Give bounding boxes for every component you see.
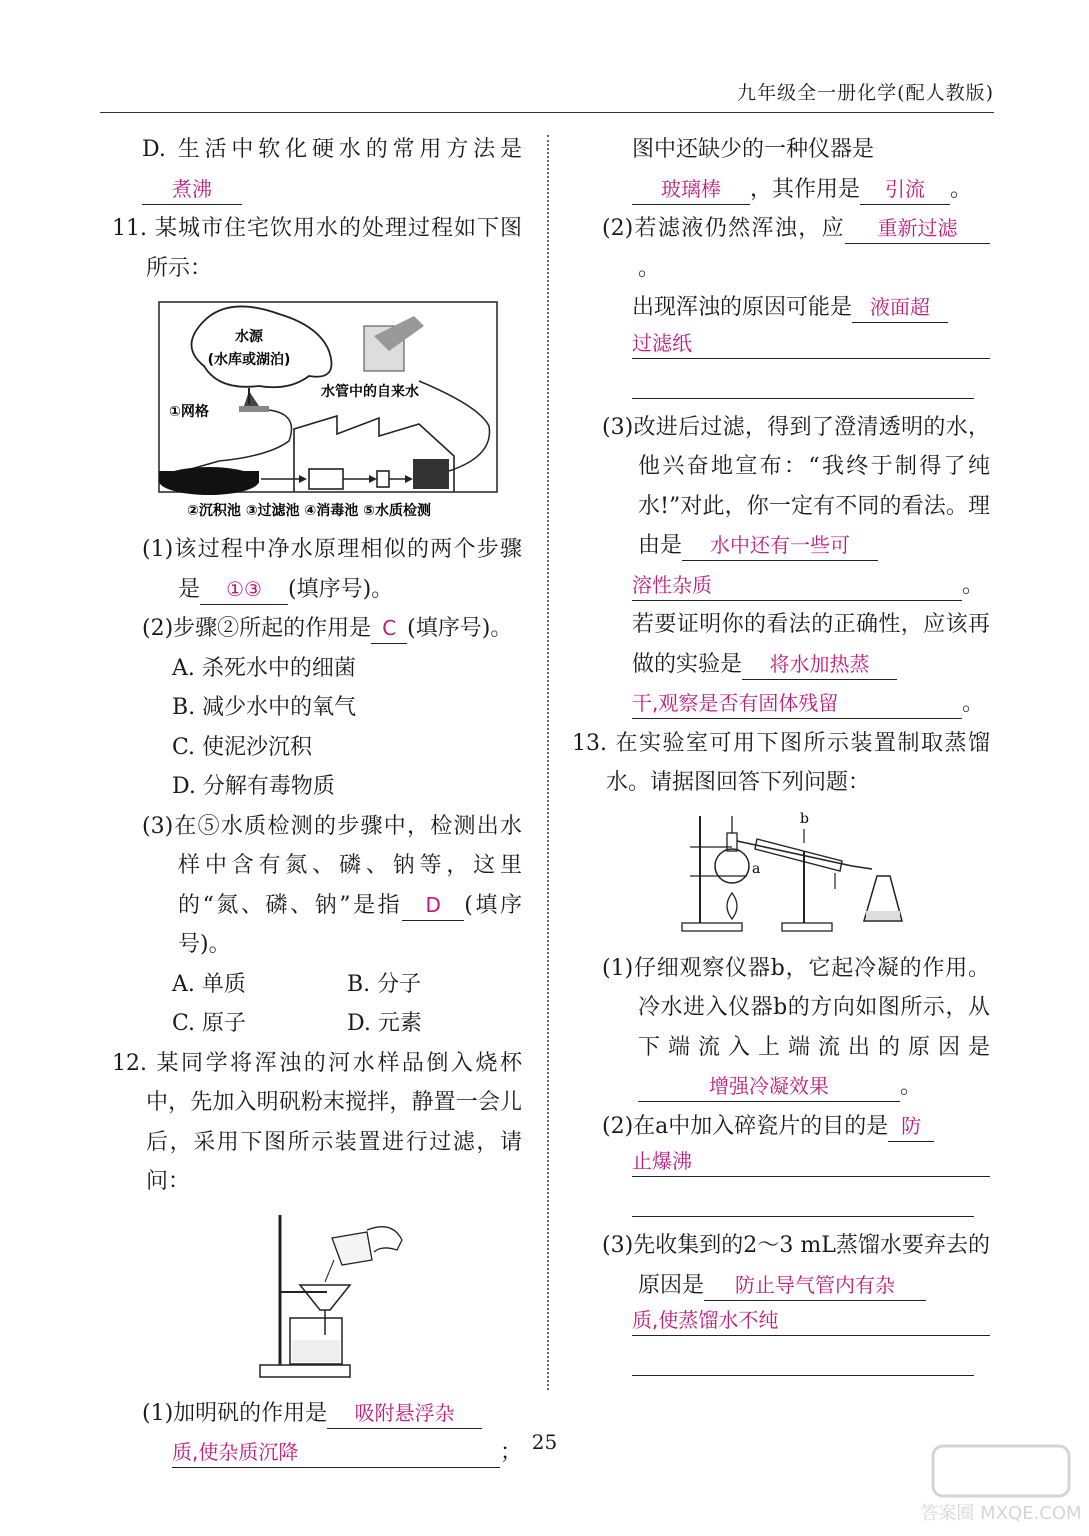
label-b: b	[800, 810, 809, 827]
q12-part1: (1)加明矾的作用是 吸附悬浮杂	[112, 1394, 522, 1434]
answer-q12-3a: 水中还有一些可	[682, 530, 878, 561]
q12-part3: (3)改进后过滤，得到了澄清透明的水，他兴奋地宣布：“我终于制得了纯水!”对此，你一定有不同的看法。理由是 水中还有一些可	[572, 408, 990, 566]
answer-q12-2c: 过滤纸	[632, 328, 990, 359]
answer-q13-1: 增强冷凝效果	[638, 1071, 900, 1102]
answer-q12-1a: 吸附悬浮杂	[327, 1398, 482, 1429]
q11-3-options-row2: C. 原子 D. 元素	[172, 1011, 422, 1036]
q12-part2-lines	[572, 328, 990, 399]
source-label: 水源	[235, 329, 263, 345]
tap-label: 水管中的自来水	[321, 384, 419, 400]
q12-part3-c: 若要证明你的看法的正确性，应该再做的实验是 将水加热蒸	[572, 605, 990, 684]
page-header: 九年级全一册化学(配人教版)	[737, 82, 994, 104]
answer-q12-3c: 将水加热蒸	[742, 649, 897, 680]
q12-part2-reason: 出现浑浊的原因可能是 液面超	[572, 288, 990, 328]
q11-opt-b: B. 减少水中的氧气	[172, 695, 357, 720]
answer-q12-3d: 干,观察是否有固体残留	[632, 688, 962, 719]
q13-stem: 13. 在实验室可用下图所示装置制取蒸馏水。请据图回答下列问题：	[572, 730, 990, 795]
source-sub-label: (水库或湖泊)	[207, 352, 291, 368]
q12-part2: (2)若滤液仍然浑浊，应 重新过滤。	[572, 209, 990, 288]
q11-stem: 11. 某城市住宅饮用水的处理过程如下图所示：	[112, 216, 522, 281]
q13-part2: (2)在a中加入碎瓷片的目的是 防	[572, 1107, 990, 1147]
q13-part2-lines	[572, 1146, 990, 1217]
q12-part3-d: 干,观察是否有固体残留 。	[572, 684, 990, 724]
answer-q11-2: C	[371, 613, 407, 644]
q11-part2: (2)步骤②所起的作用是 C (填序号)。	[112, 609, 522, 649]
filtration-figure	[112, 1210, 512, 1386]
q11-3-options-row1: A. 单质 B. 分子	[172, 971, 422, 997]
q13-part3: (3)先收集到的2～3 mL蒸馏水要弃去的原因是 防止导气管内有杂	[572, 1226, 990, 1305]
blank-line	[632, 1345, 974, 1376]
answer-q12-instrument: 玻璃棒	[632, 174, 750, 205]
page-number: 25	[531, 1430, 558, 1454]
q12-part1-cont: 质,使杂质沉降 ；	[112, 1433, 522, 1473]
answer-q13-2b: 止爆沸	[632, 1146, 990, 1177]
q11-opt-a: A. 杀死水中的细菌	[172, 655, 356, 681]
q11-opt-d: D. 分解有毒物质	[172, 774, 335, 799]
answer-q13-3b: 质,使蒸馏水不纯	[632, 1305, 990, 1336]
answer-q12-2b: 液面超	[852, 292, 948, 323]
q11-opt-c: C. 使泥沙沉积	[172, 734, 313, 760]
label-a: a	[752, 860, 761, 877]
blank-line	[632, 1186, 974, 1217]
q13-part1: (1)仔细观察仪器b，它起冷凝的作用。冷水进入仪器b的方向如图所示，从下端流入上端流出的原因是增强冷凝效果 。	[572, 949, 990, 1107]
distillation-figure	[572, 811, 990, 941]
blank-line	[632, 368, 974, 399]
answer-q12-3b: 溶性杂质	[632, 570, 962, 601]
answer-q10d: 煮沸	[142, 174, 242, 205]
q12-cont-line1: 图中还缺少的一种仪器是	[632, 137, 875, 162]
answer-q12-2: 重新过滤	[845, 213, 990, 244]
column-divider	[547, 135, 549, 1390]
step1-label: ①网格	[169, 404, 209, 420]
q11-part3: (3)在⑤水质检测的步骤中，检测出水样中含有氮、磷、钠等，这里的“氮、磷、钠”是指 D (填序号)。	[142, 813, 522, 957]
q13-part3-lines	[572, 1305, 990, 1376]
q11-part1: (1)该过程中净水原理相似的两个步骤是 ①③ (填序号)。	[112, 530, 522, 609]
answer-q12-function: 引流	[860, 174, 950, 205]
process-caption: ②沉积池 ③过滤池 ④消毒池 ⑤水质检测	[186, 503, 432, 519]
q10-option-d: D. 生活中软化硬水的常用方法是煮沸	[112, 130, 522, 209]
answer-q13-2a: 防	[888, 1111, 934, 1142]
answer-q13-3a: 防止导气管内有杂	[704, 1270, 926, 1301]
q12-cont-line2: 玻璃棒 ，其作用是 引流 。	[572, 170, 990, 210]
q12-stem: 12. 某同学将浑浊的河水样品倒入烧杯中，先加入明矾粉末搅拌，静置一会儿后，采用下图所示装置进行过滤，请问：	[112, 1050, 522, 1194]
q12-part3-b: 溶性杂质 。	[572, 566, 990, 606]
svg-text:答案圈 MXQE.COM: 答案圈 MXQE.COM	[920, 1503, 1082, 1524]
right-column	[572, 130, 990, 1385]
answer-q11-3: D	[402, 890, 464, 921]
water-treatment-figure	[109, 296, 509, 522]
watermark-logo	[920, 1444, 1082, 1524]
answer-q12-1b: 质,使杂质沉降	[172, 1437, 500, 1468]
header-rule	[100, 112, 994, 113]
answer-q11-1: ①③	[200, 574, 288, 605]
left-column	[112, 130, 522, 1473]
